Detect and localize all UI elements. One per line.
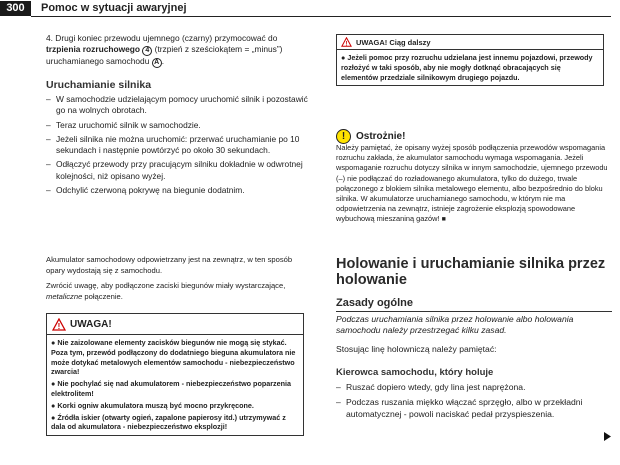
svg-text:!: ! [57, 321, 61, 331]
main-heading: Holowanie i uruchamianie silnika przez holowanie [336, 256, 606, 288]
warning-continued-box [336, 34, 604, 86]
page-number: 300 [0, 1, 31, 16]
list-item: – Odłączyć przewody przy pracującym silniku dokładnie w odwrotnej kolejności, niż opisano wyżej. [46, 159, 308, 182]
caution-text: Należy pamiętać, że opisany wyżej sposób podłączenia przewodów wspomagania rozruchu zakłada, że akumulator samochodu wymaga wspomagania. Jeżeli wspomaganie rozruchu dotyczy silnika w innym samochodzie, ujemnego przewodu (–) nie podłączać do rozładowanego akumulatora, tylko do dużego, trwale połączonego z blokiem silnika metalowego elementu, albo bezpośrednio do bloku silnika. W akumulatorze uruchamianego samochodu, w którym nie ma odpowietrzenia na zewnątrz, istnieje zagrożenie eksplozją spowodowane wybuchową mieszaniną gazów! ■ [336, 143, 608, 224]
start-steps-list [46, 94, 308, 196]
sub-heading-rule [336, 311, 612, 312]
warning-item: ● Nie pochylać się nad akumulatorem - niebezpieczeństwo poparzenia elektrolitem! [51, 379, 292, 398]
driver-heading: Kierowca samochodu, który holuje [336, 367, 494, 378]
sub-heading-block [336, 297, 612, 312]
rope-text: Stosując linę holowniczą należy pamiętać: [336, 344, 497, 354]
list-item: – Ruszać dopiero wtedy, gdy lina jest naprężona. [336, 382, 602, 393]
note-clamps [46, 281, 308, 302]
next-page-arrow-icon [604, 432, 611, 441]
note-clamps-b: metaliczne [46, 291, 83, 301]
page-title: Pomoc w sytuacji awaryjnej [41, 2, 187, 14]
step-4-text: 4. Drugi koniec przewodu ujemnego (czarny) przymocować do [46, 33, 278, 43]
warning-item: ● Nie zaizolowane elementy zacisków biegunów nie mogą się stykać. Poza tym, przewód podłączony do dodatniego bieguna akumulatora nie może dotykać metalowych elementów samochodu - niebezpieczeństwo zwarcia! [51, 338, 296, 377]
warning-continued-header [337, 35, 603, 50]
warning-triangle-icon [52, 318, 66, 331]
list-item: – W samochodzie udzielającym pomocy uruchomić silnik i pozostawić go na wolnych obrotach. [46, 94, 308, 117]
header-divider [31, 16, 611, 17]
warning-box [46, 313, 304, 436]
page-header [0, 0, 620, 17]
list-item: – Teraz uruchomić silnik w samochodzie. [46, 120, 308, 131]
caution-title: Ostrożnie! [356, 131, 406, 142]
note-vent: Akumulator samochodowy odpowietrzany jest na zewnątrz, w ten sposób opary wydostają się z samochodu. [46, 255, 293, 275]
section-title-start: Uruchamianie silnika [46, 79, 152, 91]
svg-text:!: ! [345, 40, 348, 47]
callout-a-icon: A [152, 58, 162, 68]
warning-continued-title: UWAGA! Ciąg dalszy [356, 37, 431, 47]
warning-item: ● Korki ogniw akumulatora muszą być mocno przykręcone. [51, 400, 254, 410]
warning-triangle-icon [341, 37, 352, 47]
driver-list [336, 382, 602, 420]
intro-text: Podczas uruchamiania silnika przez holowanie albo holowania samochodu należy przestrzegać kilku zasad. [336, 314, 574, 336]
note-clamps-c: połączenie. [84, 291, 123, 301]
warning-body [47, 335, 303, 435]
warning-continued-body: ● Jeżeli pomoc przy rozruchu udzielana jest innemu pojazdowi, przewody rozłożyć w taki sposób, aby nie mogły dotknąć obracających się elementów przedziale silnikowym drugiego pojazdu. [341, 53, 593, 82]
list-item: – Odchylić czerwoną pokrywę na biegunie dodatnim. [46, 185, 308, 196]
caution-icon: ! [336, 129, 351, 144]
warning-item: ● Źródła iskier (otwarty ogień, zapalone papierosy itd.) utrzymywać z dala od akumulatora - niebezpieczeństwo eksplozji! [51, 412, 286, 432]
sub-heading: Zasady ogólne [336, 297, 414, 309]
warning-header [47, 314, 303, 335]
list-item: – Podczas ruszania miękko włączać sprzęgło, albo w przekładni automatycznej - powoli naciskać pedał przyspieszenia. [336, 397, 602, 420]
callout-4-icon: 4 [142, 46, 152, 56]
warning-title: UWAGA! [70, 318, 112, 330]
step-4-text-2: (trzpień z sześciokątem = „minus”) uruchamianego samochodu [46, 44, 283, 66]
caution-heading [336, 129, 405, 144]
list-item: – Jeżeli silnika nie można uruchomić: przerwać uruchamianie po 10 sekundach i następnie powtórzyć po około 30 sekundach. [46, 134, 308, 157]
step-4: 4. Drugi koniec przewodu ujemnego (czarny) przymocować do trzpienia rozruchowego 4 (trzpień z sześciokątem = „minus”) uruchamianego samochodu A . [46, 33, 283, 66]
step-4-bold: trzpienia rozruchowego [46, 44, 140, 55]
note-clamps-a: Zwrócić uwagę, aby podłączone zaciski biegunów miały wystarczające, [46, 281, 286, 290]
